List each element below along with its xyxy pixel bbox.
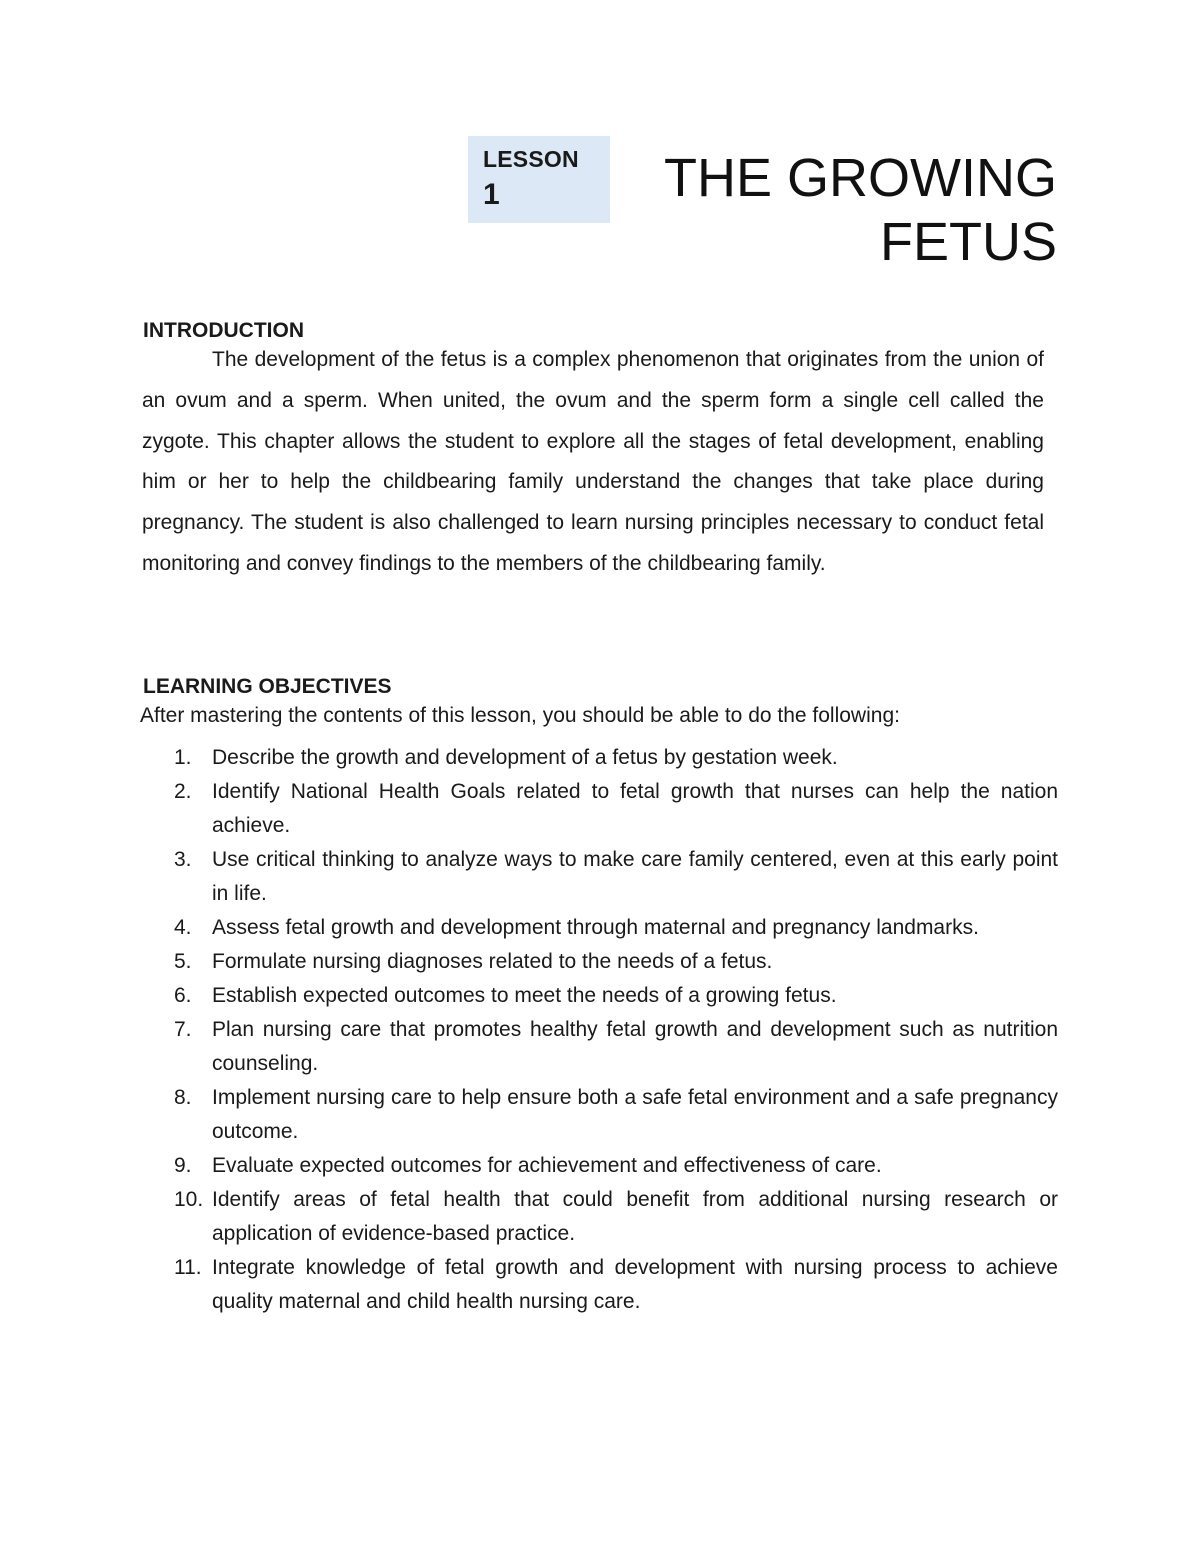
objective-number: 11. (174, 1256, 202, 1279)
lesson-label: LESSON (483, 146, 579, 172)
objective-text: Describe the growth and development of a fetus by gestation week. (212, 746, 838, 769)
objective-text: Implement nursing care to help ensure both a safe fetal environment and a safe pregnancy outcome. (212, 1086, 1058, 1143)
lesson-title-line1: THE GROWING (664, 148, 1057, 208)
objective-text: Formulate nursing diagnoses related to the needs of a fetus. (212, 950, 773, 973)
objective-text: Assess fetal growth and development through maternal and pregnancy landmarks. (212, 916, 979, 939)
objective-number: 5. (174, 950, 192, 973)
objective-text: Identify National Health Goals related to fetal growth that nurses can help the nation achieve. (212, 780, 1058, 837)
objective-number: 3. (174, 848, 192, 871)
objective-item (174, 1251, 1058, 1319)
objective-item (174, 979, 1058, 1013)
objective-number: 1. (174, 746, 192, 769)
objective-text: Use critical thinking to analyze ways to make care family centered, even at this early point in life. (212, 848, 1058, 905)
objective-text: Plan nursing care that promotes healthy fetal growth and development such as nutrition counseling. (212, 1018, 1058, 1075)
learning-objectives-heading: LEARNING OBJECTIVES (143, 675, 392, 698)
objective-text: Establish expected outcomes to meet the needs of a growing fetus. (212, 984, 837, 1007)
objective-number: 8. (174, 1086, 192, 1109)
objective-item (174, 1183, 1058, 1251)
lesson-title (597, 146, 1057, 274)
learning-objectives-intro: After mastering the contents of this lesson, you should be able to do the following: (140, 704, 900, 727)
objective-item (174, 911, 1058, 945)
lesson-title-line2: FETUS (879, 212, 1057, 272)
objective-number: 4. (174, 916, 192, 939)
objective-item (174, 843, 1058, 911)
objective-number: 10. (174, 1188, 204, 1211)
introduction-paragraph: The development of the fetus is a complex phenomenon that originates from the union of an ovum and a sperm. When united, the ovum and the sperm form a single cell called the zygote. This chapter allows the student to explore all the stages of fetal development, enabling him or her to help the childbearing family understand the changes that take place during pregnancy. The student is also challenged to learn nursing principles necessary to conduct fetal monitoring and convey findings to the members of the childbearing family. (142, 348, 1044, 575)
objective-text: Integrate knowledge of fetal growth and development with nursing process to achieve quality maternal and child health nursing care. (212, 1256, 1058, 1313)
objective-item (174, 945, 1058, 979)
objective-text: Identify areas of fetal health that could benefit from additional nursing research or application of evidence-based practice. (212, 1188, 1058, 1245)
objective-text: Evaluate expected outcomes for achievement and effectiveness of care. (212, 1154, 882, 1177)
objective-number: 2. (174, 780, 192, 803)
objective-number: 9. (174, 1154, 192, 1177)
introduction-heading: INTRODUCTION (143, 319, 304, 342)
objective-item (174, 1013, 1058, 1081)
objective-item (174, 775, 1058, 843)
objective-item (174, 1081, 1058, 1149)
lesson-badge (468, 136, 610, 223)
objective-number: 6. (174, 984, 192, 1007)
lesson-number: 1 (483, 178, 500, 211)
objective-number: 7. (174, 1018, 192, 1041)
learning-objectives-list (174, 741, 1058, 1319)
objective-item (174, 741, 1058, 775)
objective-item (174, 1149, 1058, 1183)
